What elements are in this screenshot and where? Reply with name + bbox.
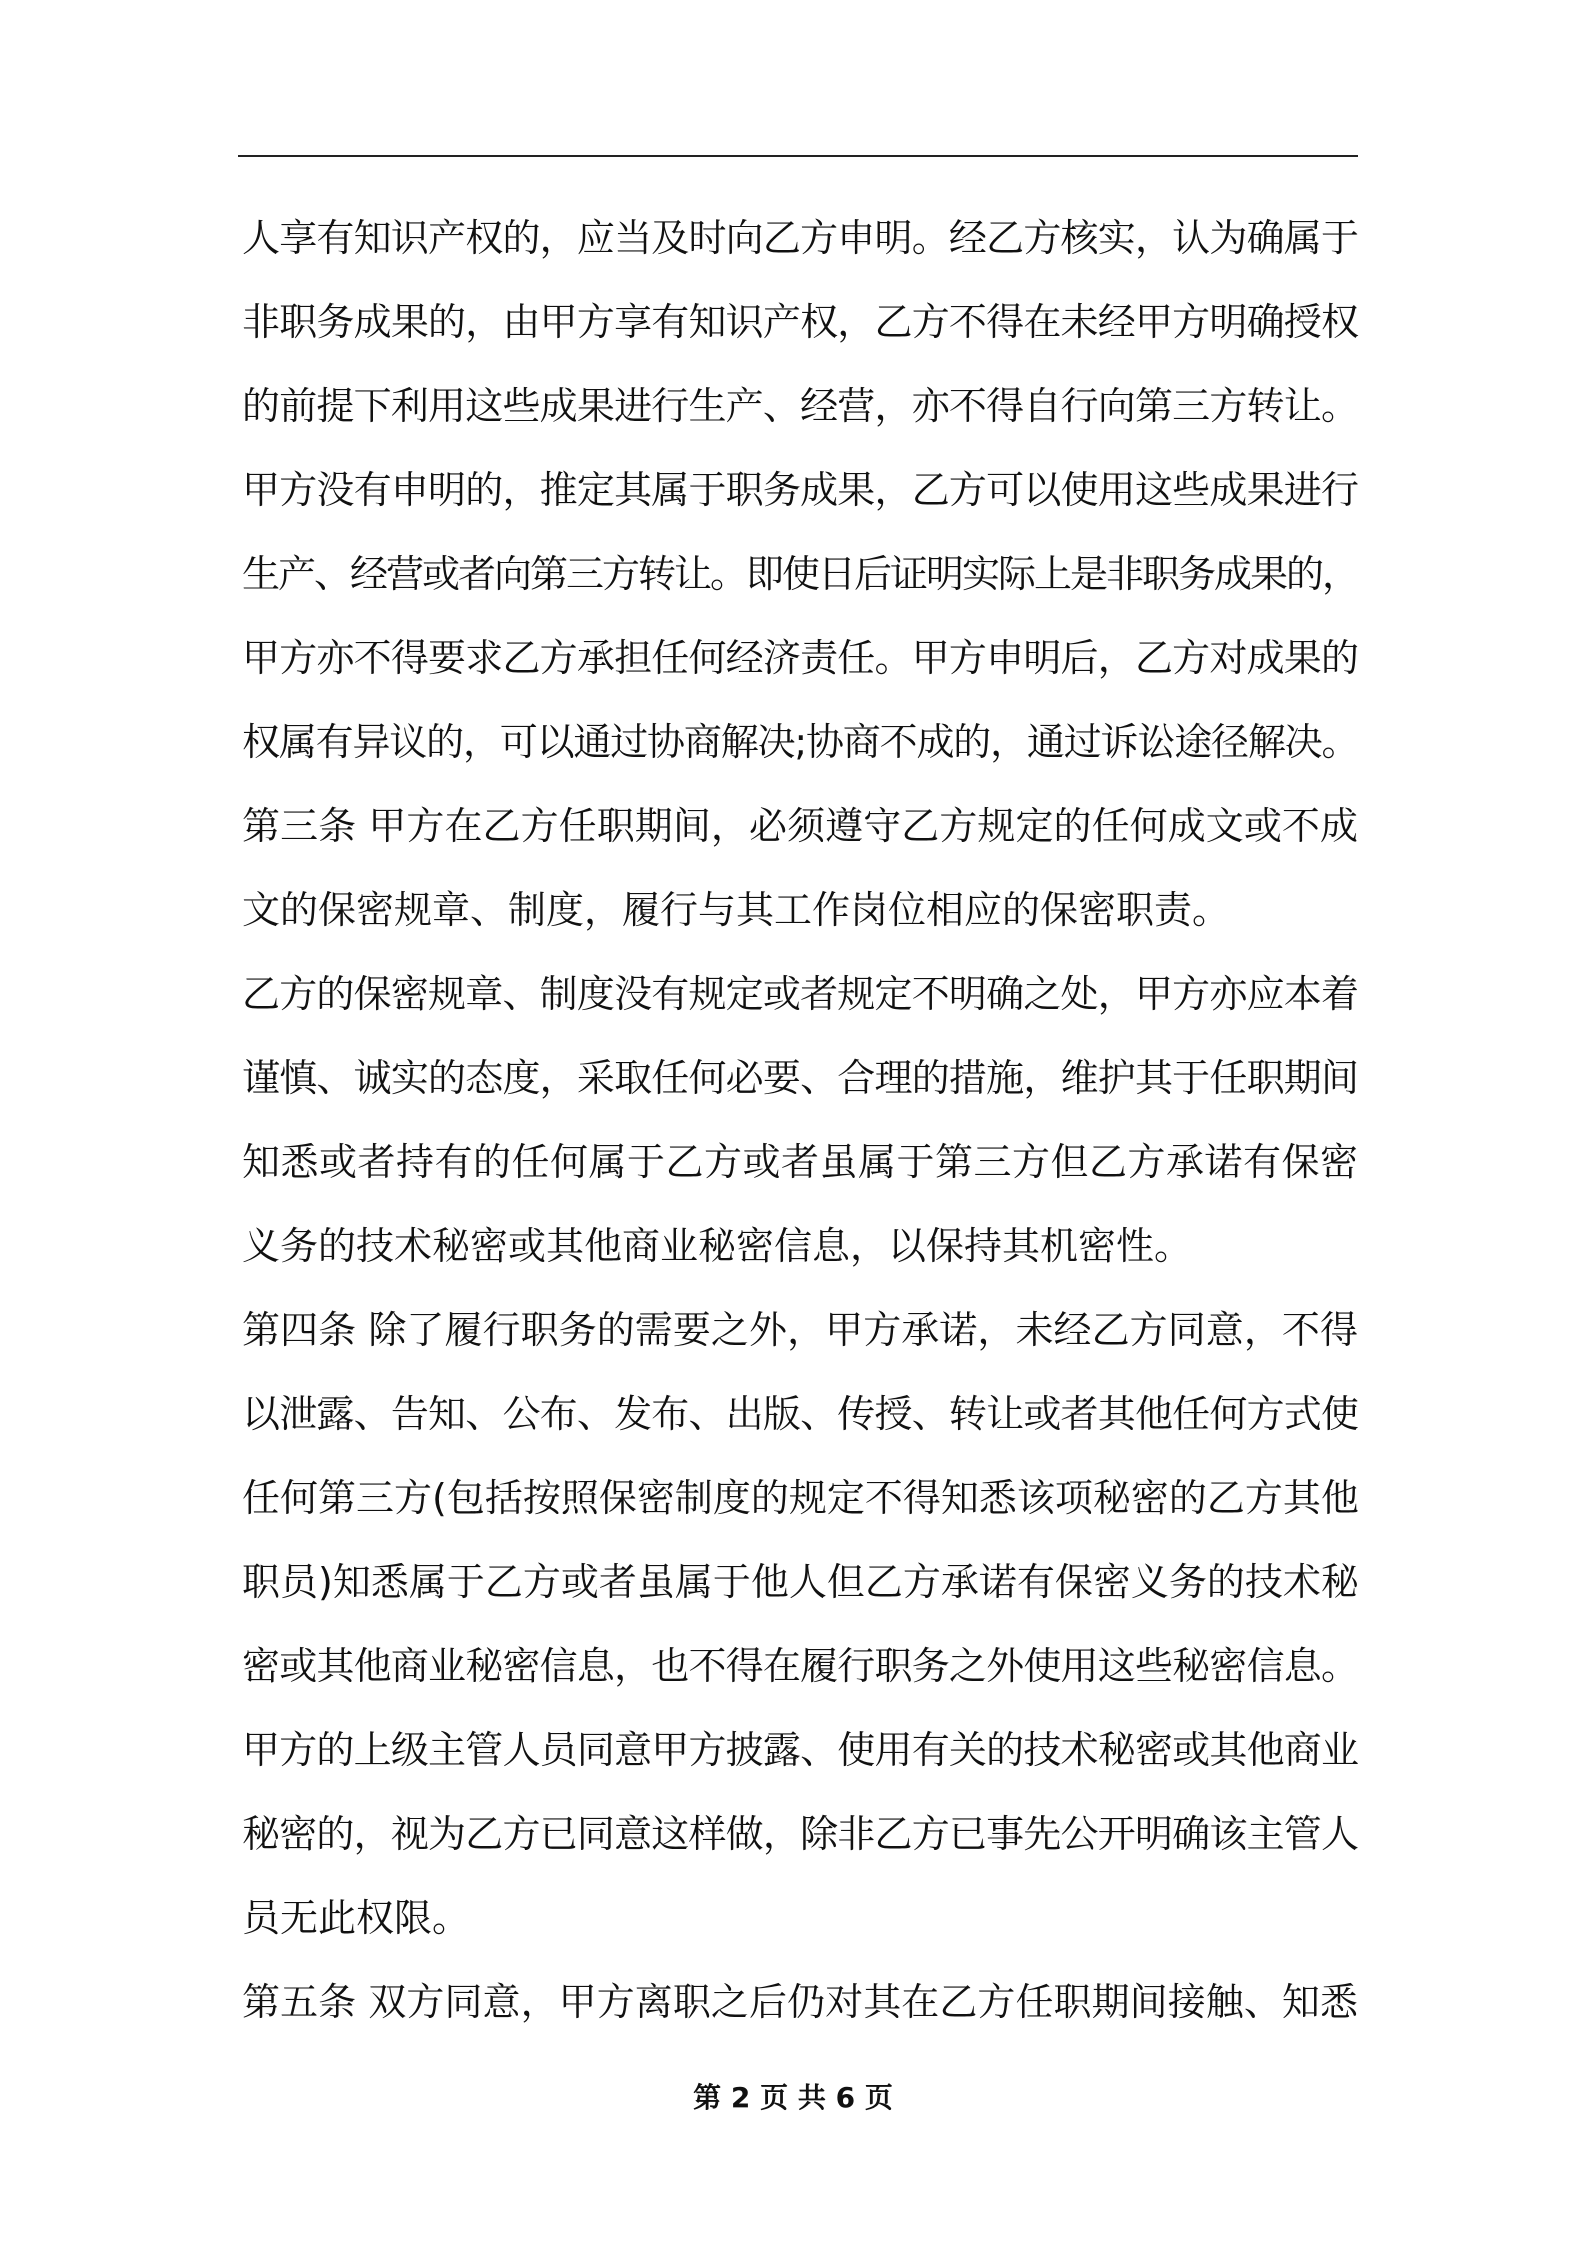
- text-line: 甲方的上级主管人员同意甲方披露、使用有关的技术秘密或其他商业: [242, 1728, 1358, 1772]
- text-line: 的前提下利用这些成果进行生产、经营，亦不得自行向第三方转让。: [242, 384, 1358, 428]
- text-line: 义务的技术秘密或其他商业秘密信息，以保持其机密性。: [242, 1224, 1193, 1268]
- text-line: 第四条 除了履行职务的需要之外，甲方承诺，未经乙方同意，不得: [242, 1308, 1358, 1352]
- text-line: 甲方没有申明的，推定其属于职务成果，乙方可以使用这些成果进行: [242, 468, 1358, 512]
- header-rule: [238, 155, 1358, 157]
- page-footer: 第 2 页 共 6 页: [693, 2081, 893, 2114]
- text-line: 谨慎、诚实的态度，采取任何必要、合理的措施，维护其于任职期间: [242, 1056, 1358, 1100]
- text-line: 以泄露、告知、公布、发布、出版、传授、转让或者其他任何方式使: [242, 1392, 1358, 1436]
- text-line: 文的保密规章、制度，履行与其工作岗位相应的保密职责。: [242, 888, 1231, 932]
- body-text: [242, 196, 1358, 2044]
- text-line: 非职务成果的，由甲方享有知识产权，乙方不得在未经甲方明确授权: [242, 300, 1358, 344]
- text-line: 密或其他商业秘密信息，也不得在履行职务之外使用这些秘密信息。: [242, 1644, 1358, 1688]
- text-line: 权属有异议的，可以通过协商解决;协商不成的，通过诉讼途径解决。: [242, 720, 1358, 764]
- text-line: 第三条 甲方在乙方任职期间，必须遵守乙方规定的任何成文或不成: [242, 804, 1358, 848]
- text-line: 第五条 双方同意，甲方离职之后仍对其在乙方任职期间接触、知悉: [242, 1980, 1358, 2024]
- text-line: 知悉或者持有的任何属于乙方或者虽属于第三方但乙方承诺有保密: [242, 1140, 1358, 1184]
- text-line: 员无此权限。: [242, 1896, 471, 1940]
- text-line: 任何第三方(包括按照保密制度的规定不得知悉该项秘密的乙方其他: [242, 1476, 1359, 1520]
- text-line: 乙方的保密规章、制度没有规定或者规定不明确之处，甲方亦应本着: [242, 972, 1358, 1016]
- text-line: 生产、经营或者向第三方转让。即使日后证明实际上是非职务成果的，: [242, 552, 1359, 596]
- text-line: 甲方亦不得要求乙方承担任何经济责任。甲方申明后，乙方对成果的: [242, 636, 1358, 680]
- text-line: 职员)知悉属于乙方或者虽属于他人但乙方承诺有保密义务的技术秘: [242, 1560, 1359, 1604]
- text-line: 秘密的，视为乙方已同意这样做，除非乙方已事先公开明确该主管人: [242, 1812, 1358, 1856]
- text-line: 人享有知识产权的，应当及时向乙方申明。经乙方核实，认为确属于: [242, 216, 1358, 260]
